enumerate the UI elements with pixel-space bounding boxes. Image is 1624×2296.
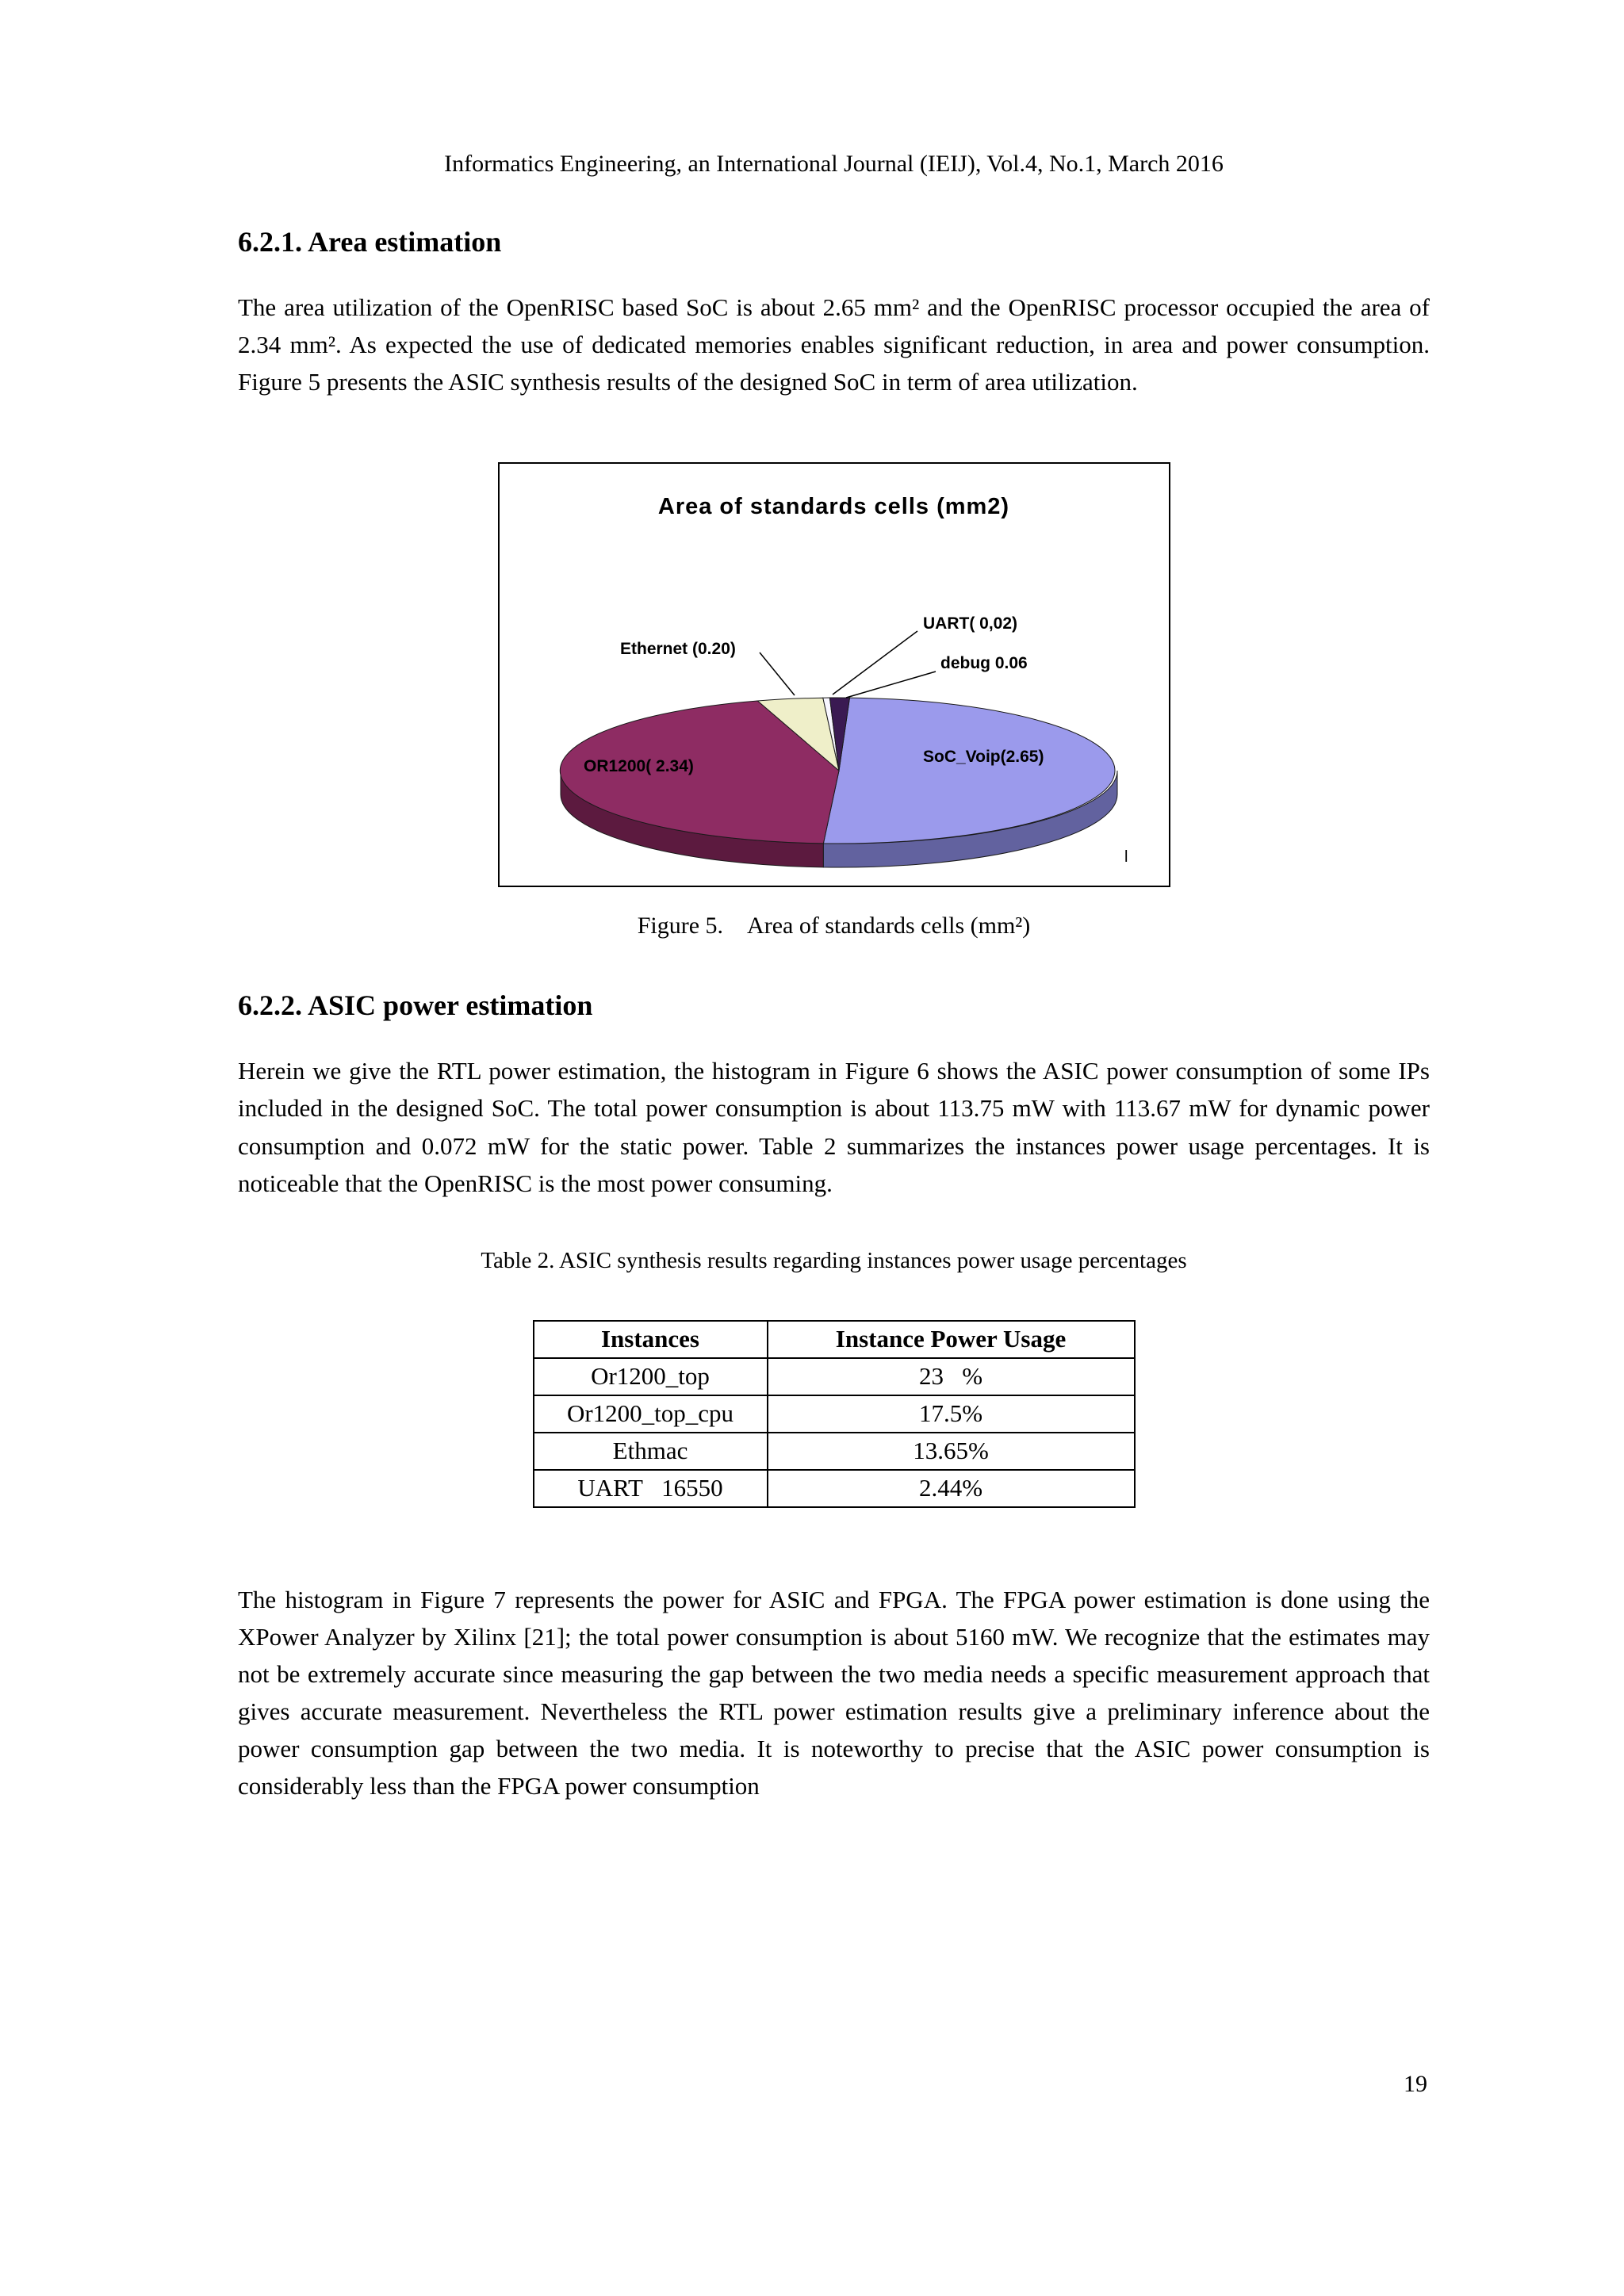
pie-label-or1200: OR1200( 2.34) [583,757,694,776]
section-heading-asic-power: 6.2.2. ASIC power estimation [238,989,593,1022]
figure5-container [238,462,1430,887]
section-heading-area-estimation: 6.2.1. Area estimation [238,226,502,258]
paragraph-fpga-comparison: The histogram in Figure 7 represents the power for ASIC and FPGA. The FPGA power estimation is done using the XPower Analyzer by Xilinx [21]; the total power consumption is about 5160 mW. We recognize that the estimates may not be extremely accurate since measuring the gap between the two media needs a specific measurement approach that gives accurate measurement. Nevertheless the RTL power estimation results give a preliminary inference about the power consumption gap between the two media. It is noteworthy to precise that the ASIC power consumption is considerably less than the FPGA power consumption [238,1585,1430,1800]
cell-instance: Or1200_top [534,1358,768,1395]
table-row [534,1358,1135,1395]
cell-usage: 23 % [768,1358,1135,1395]
leader-line-uart [833,631,917,695]
table2-container [238,1320,1430,1508]
paragraph-asic-power: Herein we give the RTL power estimation, the histogram in Figure 6 shows the ASIC power consumption of some IPs included in the designed SoC. The total power consumption is about 113.75 mW with 113.67 mW for dynamic power consumption and 0.072 mW for the static power. Table 2 summarizes the instances power usage percentages. It is noticeable that the OpenRISC is the most power consuming. [238,1057,1430,1197]
leader-line-ethernet [760,652,795,695]
column-header-power-usage: Instance Power Usage [768,1321,1135,1358]
paragraph-area-estimation: The area utilization of the OpenRISC based SoC is about 2.65 mm² and the OpenRISC processor occupied the area of 2.34 mm². As expected the use of dedicated memories enables significant reduction, in area and power consumption. Figure 5 presents the ASIC synthesis results of the designed SoC in term of area utilization. [238,293,1430,396]
table-header-row [534,1321,1135,1358]
pie-label-debug: debug 0.06 [940,654,1028,673]
pie-chart-title: Area of standards cells (mm2) [657,494,1010,520]
table-row [534,1433,1135,1470]
table-row [534,1395,1135,1433]
figure-tick-mark: l [1124,848,1128,867]
cell-instance: Or1200_top_cpu [534,1395,768,1433]
pie-chart [500,535,1170,887]
journal-header: Informatics Engineering, an International Journal (IEIJ), Vol.4, No.1, March 2016 [444,151,1224,177]
cell-usage: 13.65% [768,1433,1135,1470]
table2-caption: Table 2. ASIC synthesis results regarding instances power usage percentages [481,1247,1187,1273]
figure5-caption: Figure 5. Area of standards cells (mm²) [637,913,1031,939]
power-usage-table [533,1320,1136,1508]
figure5-box [498,462,1170,887]
pie-chart-svg [500,535,1170,887]
cell-usage: 17.5% [768,1395,1135,1433]
cell-usage: 2.44% [768,1470,1135,1507]
table-row [534,1470,1135,1507]
column-header-instances: Instances [534,1321,768,1358]
pie-label-soc-voip: SoC_Voip(2.65) [922,748,1044,767]
cell-instance: Ethmac [534,1433,768,1470]
leader-line-debug [846,672,936,698]
pie-label-ethernet: Ethernet (0.20) [619,640,736,659]
pie-label-uart: UART( 0,02) [922,614,1017,633]
cell-instance: UART 16550 [534,1470,768,1507]
page-number: 19 [1404,2071,1427,2097]
